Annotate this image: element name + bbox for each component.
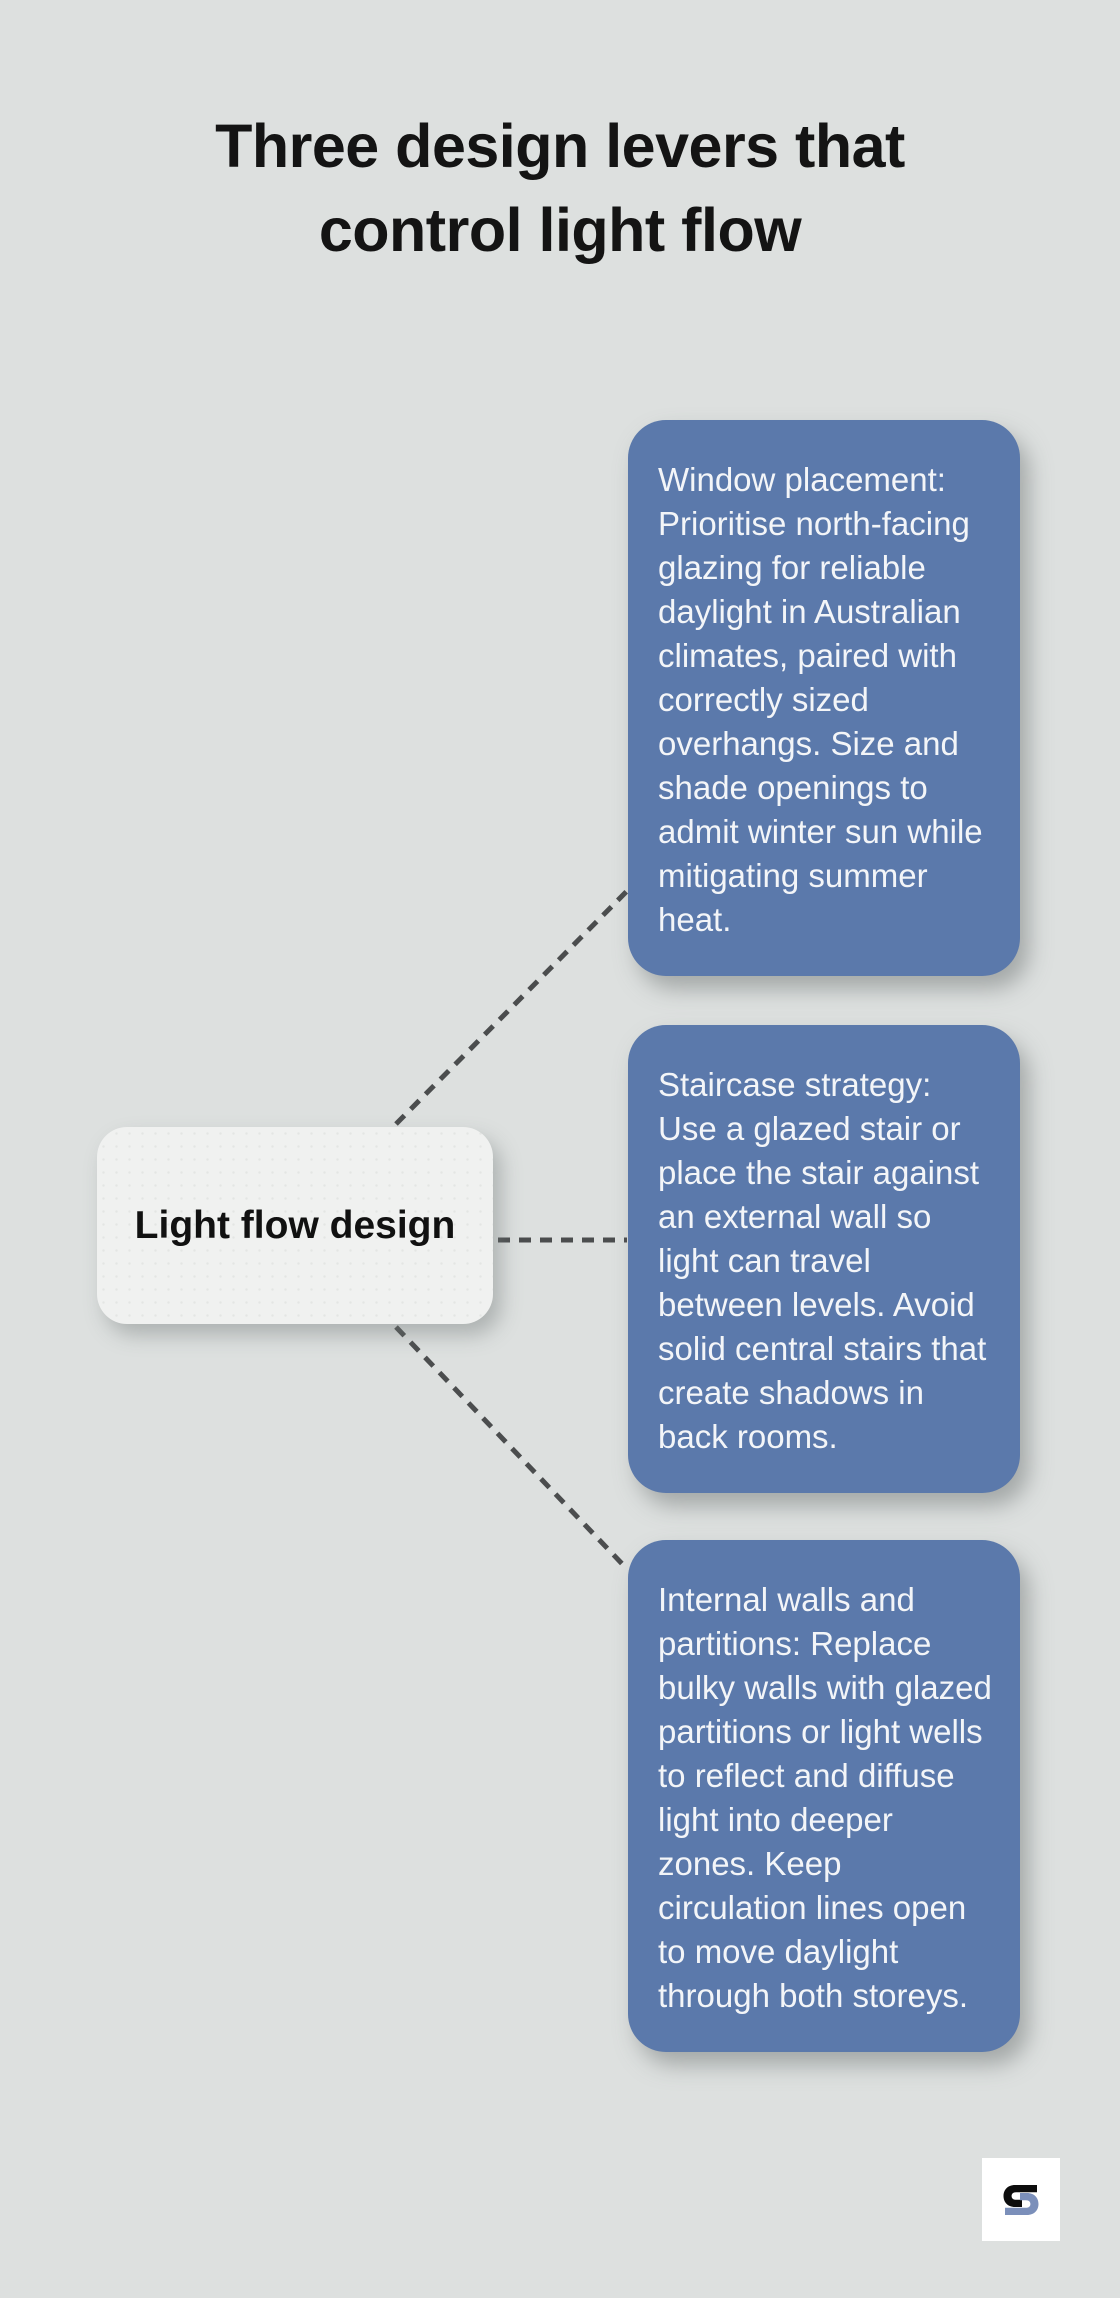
s-monogram-icon xyxy=(999,2178,1043,2222)
page-title-line1: Three design levers that xyxy=(215,112,905,180)
branch-card-staircase-strategy xyxy=(628,1025,1020,1493)
connector-line-bottom xyxy=(396,1327,628,1570)
branch-text-window-placement: Window placement: Prioritise north-facing glazing for reliable daylight in Australian climates, paired with correctly sized overhangs. Size and shade openings to admit winter sun while mitigating summer heat. xyxy=(658,461,983,938)
branch-card-internal-walls xyxy=(628,1540,1020,2052)
center-node xyxy=(97,1127,493,1324)
branch-card-window-placement xyxy=(628,420,1020,976)
page-title-line2: control light flow xyxy=(318,196,802,264)
center-node-label: Light flow design xyxy=(134,1203,456,1247)
branch-text-staircase-strategy: Staircase strategy: Use a glazed stair or place the stair against an external wall so light can travel between levels. Avoid solid central stairs that create shadows in back rooms. xyxy=(658,1066,987,1455)
branch-text-internal-walls: Internal walls and partitions: Replace bulky walls with glazed partitions or light wells to reflect and diffuse light into deeper zones. Keep circulation lines open to move daylight through both storeys. xyxy=(658,1581,992,2014)
connector-line-top xyxy=(396,888,630,1124)
brand-logo xyxy=(982,2158,1060,2241)
